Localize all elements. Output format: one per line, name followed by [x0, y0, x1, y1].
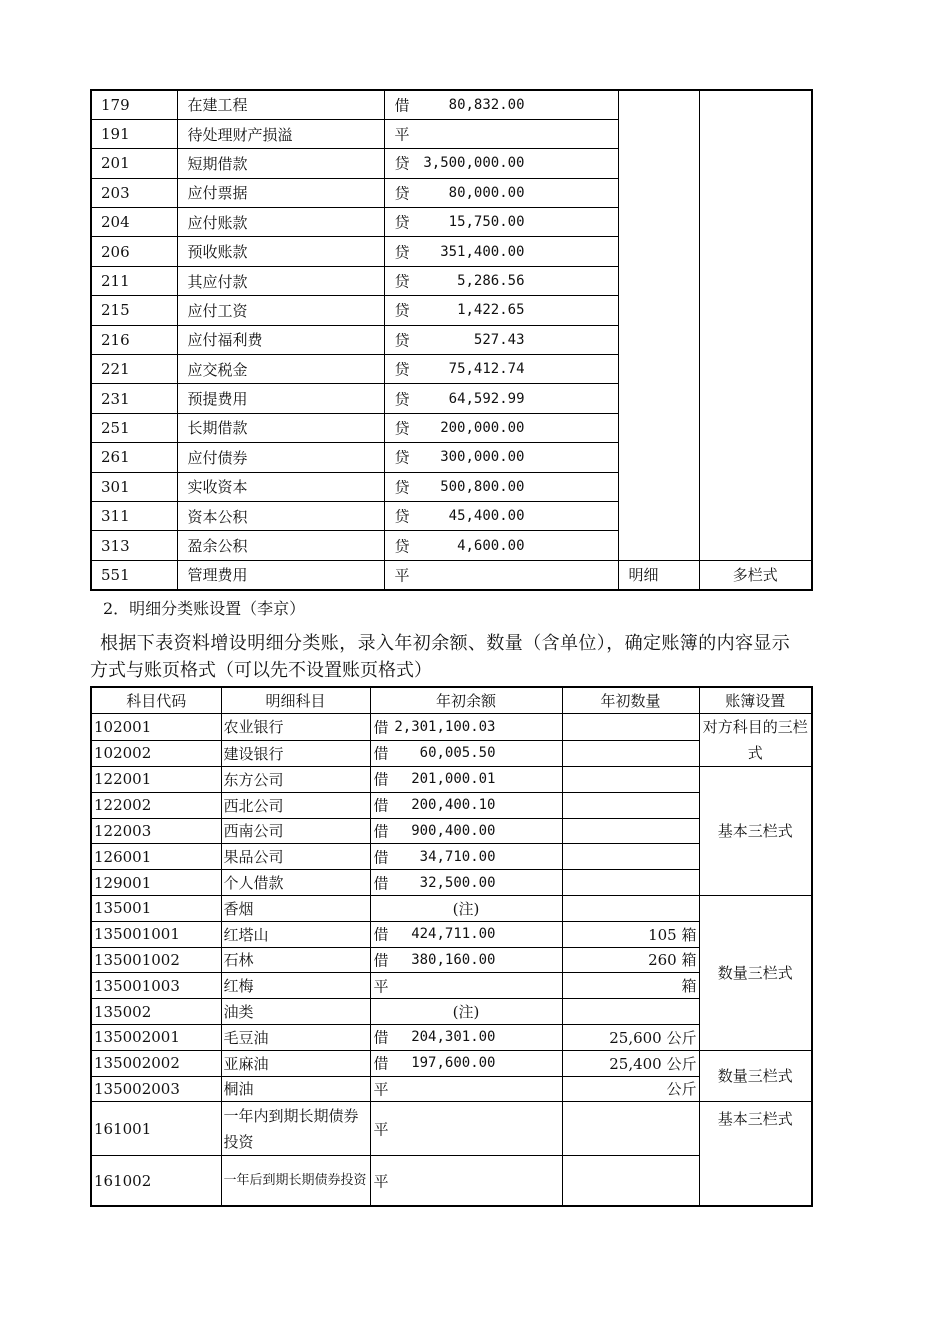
account-name: 个人借款	[221, 870, 370, 896]
balance-direction: 贷	[394, 272, 410, 291]
account-code: 216	[91, 325, 177, 354]
account-name: 其应付款	[177, 266, 384, 295]
balance-direction: 借	[373, 874, 389, 893]
balance-cell	[370, 1050, 562, 1076]
account-name: 毛豆油	[221, 1024, 370, 1050]
account-name: 应付债券	[177, 443, 384, 472]
account-name: 西北公司	[221, 792, 370, 818]
balance-direction: 贷	[394, 184, 410, 203]
account-name: 应交税金	[177, 355, 384, 384]
account-name: 应付福利费	[177, 325, 384, 354]
quantity-cell	[562, 714, 699, 741]
balance-direction: 贷	[394, 154, 410, 173]
table-row	[91, 560, 812, 589]
balance-cell	[384, 531, 618, 560]
balance-direction: 贷	[394, 419, 410, 438]
ledger-setting-cell: 对方科目的三栏式	[699, 714, 812, 767]
account-code: 102001	[91, 714, 221, 741]
account-code: 135002002	[91, 1050, 221, 1076]
balance-cell	[370, 973, 562, 999]
balance-cell	[384, 560, 618, 589]
header-account-code: 科目代码	[91, 687, 221, 714]
balance-direction: 贷	[394, 478, 410, 497]
balance-note: (注)	[370, 895, 562, 921]
quantity-cell	[562, 767, 699, 793]
account-code: 161001	[91, 1102, 221, 1156]
account-name: 建设银行	[221, 740, 370, 767]
balance-amount: 900,400.00	[411, 822, 496, 839]
balance-direction: 借	[373, 848, 389, 867]
ledger-setting-cell: 数量三栏式	[699, 1050, 812, 1102]
quantity-cell: 25,600 公斤	[562, 1024, 699, 1050]
account-name: 短期借款	[177, 149, 384, 178]
balance-amount: 300,000.00	[440, 449, 525, 466]
instruction-paragraph	[90, 630, 850, 684]
quantity-cell	[562, 792, 699, 818]
balance-direction: 借	[373, 951, 389, 970]
balance-direction: 贷	[394, 213, 410, 232]
balance-direction: 平	[373, 1172, 389, 1191]
balance-amount: 200,000.00	[440, 419, 525, 436]
ledger-setting-cell: 数量三栏式	[699, 895, 812, 1050]
balance-cell	[370, 1024, 562, 1050]
balance-cell	[384, 178, 618, 207]
account-name: 应付票据	[177, 178, 384, 207]
account-table-detail	[90, 686, 813, 1207]
account-name: 应付账款	[177, 208, 384, 237]
balance-cell	[384, 149, 618, 178]
account-code: 135001001	[91, 921, 221, 947]
balance-cell	[384, 384, 618, 413]
balance-direction: 借	[373, 1054, 389, 1073]
balance-direction: 贷	[394, 301, 410, 320]
quantity-cell	[562, 1156, 699, 1206]
ledger-setting-cell: 基本三栏式	[699, 1102, 812, 1206]
balance-amount: 204,301.00	[411, 1029, 496, 1046]
account-name: 预提费用	[177, 384, 384, 413]
detail-cell: 明细	[618, 560, 699, 589]
account-code: 135002003	[91, 1076, 221, 1102]
balance-direction: 平	[394, 566, 410, 585]
balance-cell	[370, 740, 562, 767]
balance-direction: 借	[373, 925, 389, 944]
account-name: 实收资本	[177, 472, 384, 501]
balance-cell	[370, 921, 562, 947]
balance-cell	[370, 792, 562, 818]
balance-amount: 351,400.00	[440, 243, 525, 260]
balance-direction: 贷	[394, 507, 410, 526]
account-code: 122001	[91, 767, 221, 793]
balance-cell	[384, 501, 618, 530]
balance-direction: 借	[373, 718, 389, 737]
account-table-general-body	[91, 90, 812, 590]
account-code: 215	[91, 296, 177, 325]
balance-cell	[384, 325, 618, 354]
balance-cell	[384, 296, 618, 325]
account-code: 204	[91, 208, 177, 237]
quantity-cell	[562, 999, 699, 1025]
quantity-cell	[562, 895, 699, 921]
balance-amount: 380,160.00	[411, 951, 496, 968]
header-opening-balance: 年初余额	[370, 687, 562, 714]
balance-amount: 201,000.01	[411, 771, 496, 788]
account-code: 301	[91, 472, 177, 501]
balance-cell	[384, 266, 618, 295]
account-code: 261	[91, 443, 177, 472]
balance-direction: 借	[373, 770, 389, 789]
balance-direction: 平	[373, 1120, 389, 1139]
account-name: 一年内到期长期债券投资	[221, 1102, 370, 1156]
balance-amount: 60,005.50	[419, 745, 496, 762]
balance-direction: 借	[394, 96, 410, 115]
account-name: 待处理财产损溢	[177, 119, 384, 148]
balance-amount: 1,422.65	[457, 302, 525, 319]
balance-amount: 80,000.00	[448, 184, 525, 201]
account-name: 盈余公积	[177, 531, 384, 560]
balance-cell	[370, 714, 562, 741]
account-code: 179	[91, 90, 177, 119]
account-name: 亚麻油	[221, 1050, 370, 1076]
quantity-cell: 25,400 公斤	[562, 1050, 699, 1076]
account-code: 251	[91, 413, 177, 442]
balance-amount: 4,600.00	[457, 537, 525, 554]
account-name: 东方公司	[221, 767, 370, 793]
balance-cell	[384, 413, 618, 442]
account-code: 135001	[91, 895, 221, 921]
account-name: 果品公司	[221, 844, 370, 870]
account-table-detail-body	[91, 714, 812, 1206]
table-row	[91, 895, 812, 921]
balance-cell	[370, 1156, 562, 1206]
balance-direction: 借	[373, 822, 389, 841]
balance-direction: 平	[373, 977, 389, 996]
account-code: 135002001	[91, 1024, 221, 1050]
account-code: 135001003	[91, 973, 221, 999]
balance-amount: 64,592.99	[448, 390, 525, 407]
table-row	[91, 767, 812, 793]
account-name: 桐油	[221, 1076, 370, 1102]
balance-amount: 5,286.56	[457, 273, 525, 290]
account-code: 122002	[91, 792, 221, 818]
account-name: 石林	[221, 947, 370, 973]
account-name: 长期借款	[177, 413, 384, 442]
format-cell: 多栏式	[699, 560, 812, 589]
balance-cell	[384, 472, 618, 501]
account-table-general	[90, 89, 813, 591]
balance-amount: 500,800.00	[440, 478, 525, 495]
balance-amount: 2,301,100.03	[394, 718, 496, 735]
quantity-cell	[562, 1102, 699, 1156]
quantity-cell: 260 箱	[562, 947, 699, 973]
account-name: 红塔山	[221, 921, 370, 947]
header-detail-account: 明细科目	[221, 687, 370, 714]
section-heading: 2．明细分类账设置（李京）	[103, 599, 306, 618]
balance-direction: 平	[373, 1080, 389, 1099]
balance-cell	[384, 237, 618, 266]
balance-cell	[370, 818, 562, 844]
account-name: 在建工程	[177, 90, 384, 119]
account-code: 231	[91, 384, 177, 413]
account-code: 135001002	[91, 947, 221, 973]
balance-cell	[370, 844, 562, 870]
balance-cell	[384, 119, 618, 148]
account-code: 126001	[91, 844, 221, 870]
balance-cell	[384, 90, 618, 119]
header-ledger-setting: 账簿设置	[699, 687, 812, 714]
account-code: 201	[91, 149, 177, 178]
balance-amount: 527.43	[473, 331, 525, 348]
balance-direction: 贷	[394, 331, 410, 350]
quantity-cell	[562, 818, 699, 844]
balance-amount: 424,711.00	[411, 926, 496, 943]
balance-direction: 贷	[394, 360, 410, 379]
balance-cell	[370, 1102, 562, 1156]
account-name: 资本公积	[177, 501, 384, 530]
table-row	[91, 90, 812, 119]
account-code: 191	[91, 119, 177, 148]
balance-cell	[370, 947, 562, 973]
balance-amount: 15,750.00	[448, 214, 525, 231]
account-name: 红梅	[221, 973, 370, 999]
instruction-line-1: 根据下表资料增设明细分类账，录入年初余额、数量（含单位），确定账簿的内容显示	[100, 633, 791, 654]
account-code: 206	[91, 237, 177, 266]
balance-amount: 197,600.00	[411, 1055, 496, 1072]
account-code: 161002	[91, 1156, 221, 1206]
balance-amount: 45,400.00	[448, 508, 525, 525]
header-row	[91, 687, 812, 714]
detail-cell	[618, 90, 699, 560]
header-opening-quantity: 年初数量	[562, 687, 699, 714]
account-code: 203	[91, 178, 177, 207]
account-code: 135002	[91, 999, 221, 1025]
account-name: 一年后到期长期债券投资	[221, 1156, 370, 1206]
quantity-cell: 105 箱	[562, 921, 699, 947]
account-code: 211	[91, 266, 177, 295]
instruction-line-2: 方式与账页格式（可以先不设置账页格式）	[90, 660, 432, 681]
account-name: 预收账款	[177, 237, 384, 266]
account-code: 551	[91, 560, 177, 589]
balance-direction: 平	[394, 125, 410, 144]
balance-amount: 200,400.10	[411, 797, 496, 814]
account-code: 311	[91, 501, 177, 530]
balance-amount: 80,832.00	[448, 96, 525, 113]
account-name: 应付工资	[177, 296, 384, 325]
account-code: 102002	[91, 740, 221, 767]
balance-cell	[384, 443, 618, 472]
quantity-cell	[562, 870, 699, 896]
balance-amount: 32,500.00	[419, 874, 496, 891]
balance-direction: 借	[373, 1028, 389, 1047]
balance-amount: 75,412.74	[448, 361, 525, 378]
table-row	[91, 714, 812, 741]
account-name: 农业银行	[221, 714, 370, 741]
balance-direction: 借	[373, 744, 389, 763]
balance-note: (注)	[370, 999, 562, 1025]
account-name: 管理费用	[177, 560, 384, 589]
account-code: 122003	[91, 818, 221, 844]
account-name: 油类	[221, 999, 370, 1025]
format-cell	[699, 90, 812, 560]
balance-direction: 贷	[394, 390, 410, 409]
balance-direction: 贷	[394, 243, 410, 262]
quantity-cell: 箱	[562, 973, 699, 999]
quantity-cell: 公斤	[562, 1076, 699, 1102]
balance-direction: 贷	[394, 537, 410, 556]
account-code: 129001	[91, 870, 221, 896]
table-row	[91, 1102, 812, 1156]
account-name: 西南公司	[221, 818, 370, 844]
account-code: 221	[91, 355, 177, 384]
balance-direction: 借	[373, 796, 389, 815]
table-row	[91, 1050, 812, 1076]
balance-direction: 贷	[394, 448, 410, 467]
quantity-cell	[562, 740, 699, 767]
balance-cell	[384, 355, 618, 384]
balance-cell	[370, 767, 562, 793]
balance-amount: 34,710.00	[419, 848, 496, 865]
balance-cell	[384, 208, 618, 237]
account-code: 313	[91, 531, 177, 560]
ledger-setting-cell: 基本三栏式	[699, 767, 812, 896]
balance-cell	[370, 1076, 562, 1102]
balance-amount: 3,500,000.00	[423, 155, 525, 172]
quantity-cell	[562, 844, 699, 870]
account-name: 香烟	[221, 895, 370, 921]
balance-cell	[370, 870, 562, 896]
